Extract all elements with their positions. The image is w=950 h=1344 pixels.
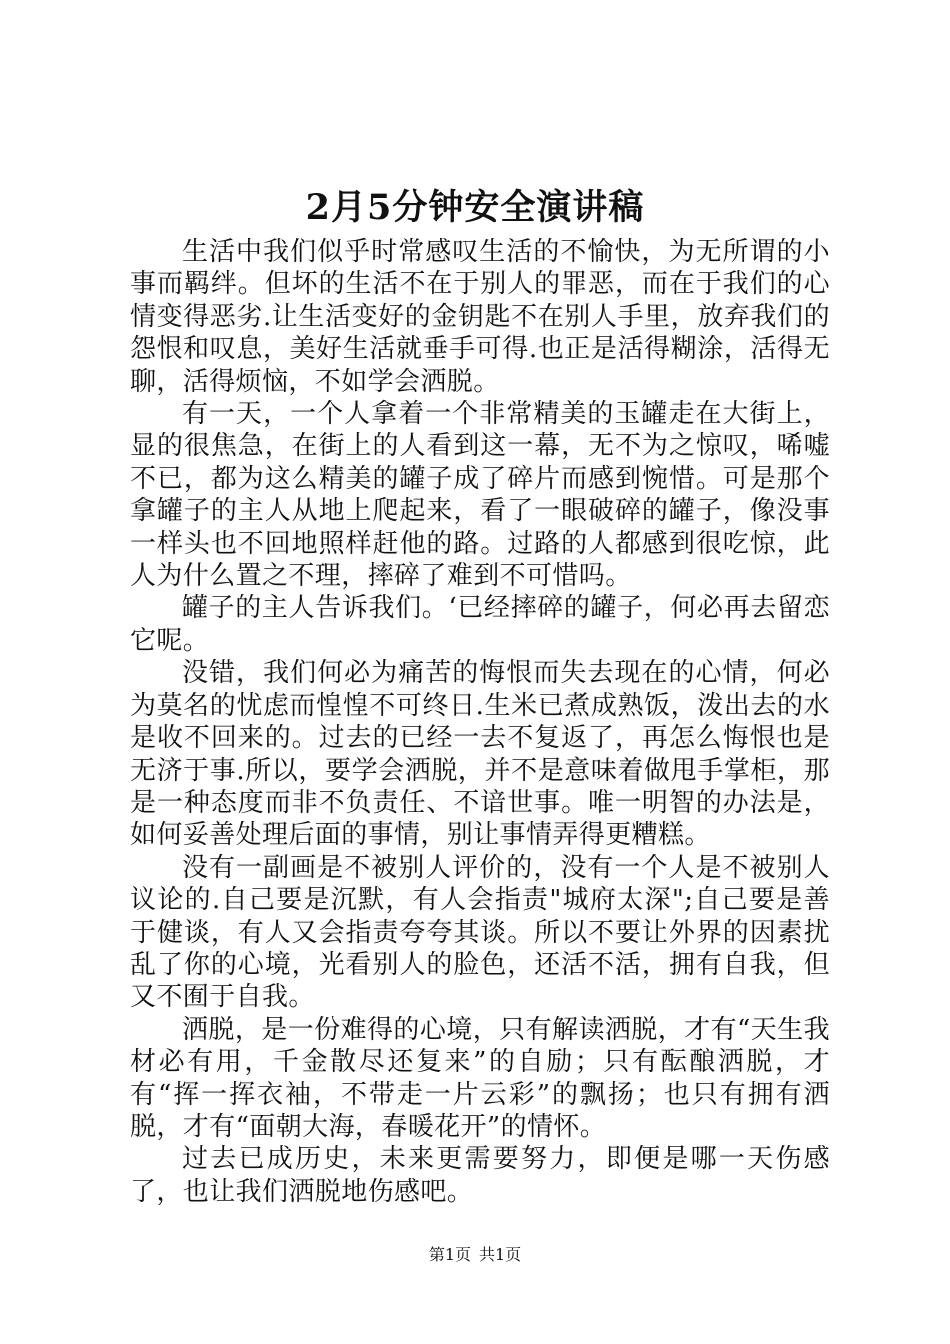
page-footer bbox=[0, 1244, 950, 1266]
paragraph: 洒脱，是一份难得的心境，只有解读洒脱，才有“天生我材必有用，千金散尽还复来”的自励；只有酝酿洒脱，才有“挥一挥衣袖，不带走一片云彩”的飘扬；也只有拥有洒脱，才有“面朝大海，春暖花开”的情怀。 bbox=[130, 1014, 830, 1142]
paragraph: 过去已成历史，未来更需要努力，即便是哪一天伤感了，也让我们洒脱地伤感吧。 bbox=[130, 1144, 830, 1207]
paragraph: 有一天，一个人拿着一个非常精美的玉罐走在大街上，显的很焦急，在街上的人看到这一幕，无不为之惊叹，唏嘘不已，都为这么精美的罐子成了碎片而感到惋惜。可是那个拿罐子的主人从地上爬起来，看了一眼破碎的罐子，像没事一样头也不回地照样赶他的路。过路的人都感到很吃惊，此人为什么置之不理，摔碎了难到不可惜吗。 bbox=[130, 399, 830, 592]
page-number: 第1页 bbox=[428, 1245, 471, 1264]
paragraph: 罐子的主人告诉我们。‘已经摔碎的罐子，何必再去留恋它呢。 bbox=[130, 593, 830, 656]
document-title: 2月5分钟安全演讲稿 bbox=[305, 187, 645, 228]
paragraph: 生活中我们似乎时常感叹生活的不愉快，为无所谓的小事而羁绊。但坏的生活不在于别人的罪恶，而在于我们的心情变得恶劣.让生活变好的金钥匙不在别人手里，放弃我们的怨恨和叹息，美好生活就垂手可得.也正是活得糊涂，活得无聊，活得烦恼，不如学会洒脱。 bbox=[130, 237, 830, 397]
page-total: 共1页 bbox=[479, 1245, 522, 1264]
paragraph: 没错，我们何必为痛苦的悔恨而失去现在的心情，何必为莫名的忧虑而惶惶不可终日.生米已煮成熟饭，泼出去的水是收不回来的。过去的已经一去不复返了，再怎么悔恨也是无济于事.所以，要学会洒脱，并不是意味着做甩手掌柜，那是一种态度而非不负责任、不谙世事。唯一明智的办法是，如何妥善处理后面的事情，别让事情弄得更糟糕。 bbox=[130, 658, 830, 851]
document-body bbox=[130, 236, 830, 1208]
paragraph: 没有一副画是不被别人评价的，没有一个人是不被别人议论的.自己要是沉默，有人会指责"城府太深";自己要是善于健谈，有人又会指责夸夸其谈。所以不要让外界的因素扰乱了你的心境，光看别人的脸色，还活不活，拥有自我，但又不囿于自我。 bbox=[130, 852, 830, 1013]
